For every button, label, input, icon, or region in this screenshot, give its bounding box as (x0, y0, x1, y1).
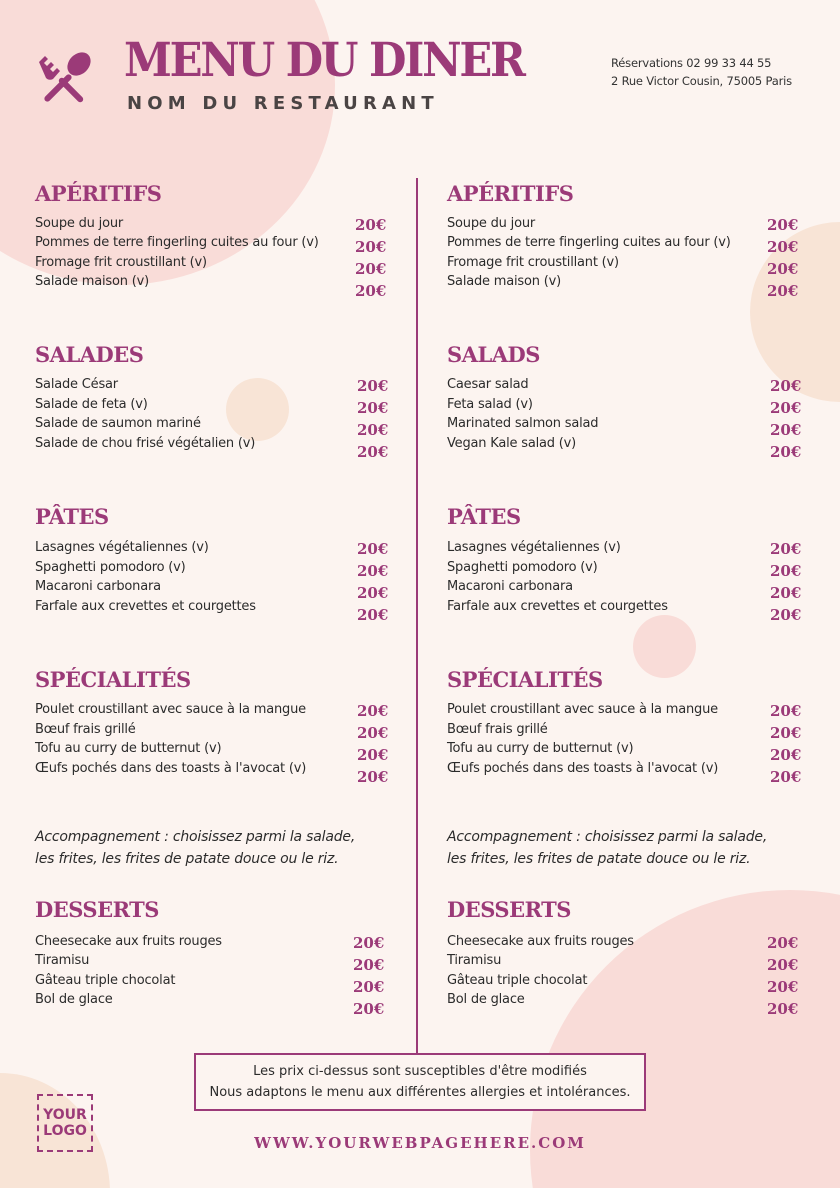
item-price: 20€ (770, 768, 802, 786)
decorative-circle-small-peach (226, 378, 289, 441)
menu-item: Gâteau triple chocolat (35, 973, 176, 988)
notice-line: Nous adaptons le menu aux différentes allergies et intolérances. (209, 1085, 631, 1100)
menu-item: Fromage frit croustillant (v) (447, 255, 619, 270)
item-price: 20€ (357, 562, 389, 580)
item-price: 20€ (767, 934, 799, 952)
menu-item: Cheesecake aux fruits rouges (447, 934, 634, 949)
item-price: 20€ (767, 260, 799, 278)
menu-item: Tiramisu (35, 953, 90, 968)
item-price: 20€ (767, 238, 799, 256)
menu-item: Tofu au curry de butternut (v) (447, 741, 634, 756)
menu-item: Macaroni carbonara (447, 579, 573, 594)
item-price: 20€ (770, 443, 802, 461)
menu-item: Poulet croustillant avec sauce à la mangue (447, 702, 718, 717)
section-title: PÂTES (447, 504, 521, 529)
menu-item: Tofu au curry de butternut (v) (35, 741, 222, 756)
item-price: 20€ (767, 282, 799, 300)
item-price: 20€ (770, 421, 802, 439)
item-price: 20€ (770, 746, 802, 764)
item-price: 20€ (770, 377, 802, 395)
menu-item: Soupe du jour (447, 216, 536, 231)
section-title: PÂTES (35, 504, 109, 529)
menu-item: Farfale aux crevettes et courgettes (447, 599, 668, 614)
menu-item: Vegan Kale salad (v) (447, 436, 577, 451)
menu-item: Pommes de terre fingerling cuites au four (v) (35, 235, 319, 250)
section-title: DESSERTS (35, 897, 159, 922)
logo-text: YOUR (43, 1107, 87, 1123)
note-line: Accompagnement : choisissez parmi la salade, (35, 829, 356, 845)
menu-item: Spaghetti pomodoro (v) (447, 560, 598, 575)
item-price: 20€ (355, 282, 387, 300)
item-price: 20€ (357, 443, 389, 461)
section-desserts (447, 897, 807, 1018)
column-divider (416, 178, 418, 1054)
section-title: SALADS (447, 342, 540, 367)
item-price: 20€ (353, 978, 385, 996)
item-price: 20€ (770, 562, 802, 580)
menu-item: Cheesecake aux fruits rouges (35, 934, 222, 949)
menu-item: Spaghetti pomodoro (v) (35, 560, 186, 575)
menu-item: Salade de chou frisé végétalien (v) (35, 436, 256, 451)
accompaniment-note (35, 826, 355, 870)
menu-item: Œufs pochés dans des toasts à l'avocat (v) (447, 761, 719, 776)
item-price: 20€ (355, 238, 387, 256)
website-link[interactable]: WWW.YOURWEBPAGEHERE.COM (254, 1134, 586, 1152)
menu-item: Soupe du jour (35, 216, 124, 231)
price-notice-box (194, 1053, 646, 1111)
section-title: SPÉCIALITÉS (35, 667, 191, 692)
item-price: 20€ (355, 216, 387, 234)
item-price: 20€ (770, 702, 802, 720)
menu-item: Bol de glace (35, 992, 113, 1007)
item-price: 20€ (767, 1000, 799, 1018)
note-line: les frites, les frites de patate douce ou le riz. (35, 851, 339, 867)
section-title: SPÉCIALITÉS (447, 667, 603, 692)
item-price: 20€ (770, 399, 802, 417)
address: 2 Rue Victor Cousin, 75005 Paris (611, 74, 792, 88)
section-aperitifs (447, 181, 807, 300)
item-price: 20€ (355, 260, 387, 278)
item-price: 20€ (357, 377, 389, 395)
item-price: 20€ (767, 216, 799, 234)
menu-item: Feta salad (v) (447, 397, 533, 412)
menu-item: Pommes de terre fingerling cuites au four (v) (447, 235, 731, 250)
section-title: SALADES (35, 342, 144, 367)
item-price: 20€ (767, 956, 799, 974)
note-line: les frites, les frites de patate douce ou le riz. (447, 851, 751, 867)
menu-item: Lasagnes végétaliennes (v) (35, 540, 209, 555)
notice-line: Les prix ci-dessus sont susceptibles d'être modifiés (253, 1064, 587, 1079)
item-price: 20€ (357, 702, 389, 720)
menu-item: Poulet croustillant avec sauce à la mangue (35, 702, 306, 717)
reservations-phone: Réservations 02 99 33 44 55 (611, 56, 772, 70)
item-price: 20€ (770, 540, 802, 558)
menu-item: Salade maison (v) (447, 274, 561, 289)
item-price: 20€ (357, 399, 389, 417)
item-price: 20€ (357, 584, 389, 602)
menu-item: Fromage frit croustillant (v) (35, 255, 207, 270)
section-specialites (35, 667, 395, 786)
logo-text: LOGO (43, 1123, 87, 1139)
menu-item: Bœuf frais grillé (35, 722, 136, 737)
item-price: 20€ (770, 606, 802, 624)
note-line: Accompagnement : choisissez parmi la salade, (447, 829, 768, 845)
section-specialites (447, 667, 807, 786)
item-price: 20€ (357, 540, 389, 558)
item-price: 20€ (770, 584, 802, 602)
menu-item: Marinated salmon salad (447, 416, 599, 431)
menu-item: Tiramisu (447, 953, 502, 968)
section-title: DESSERTS (447, 897, 571, 922)
contact-info (611, 54, 792, 90)
section-pates (447, 504, 807, 624)
section-title: APÉRITIFS (447, 181, 574, 206)
item-price: 20€ (357, 421, 389, 439)
restaurant-name: NOM DU RESTAURANT (127, 93, 439, 114)
section-salads (447, 342, 807, 461)
item-price: 20€ (357, 606, 389, 624)
menu-item: Bol de glace (447, 992, 525, 1007)
item-price: 20€ (353, 934, 385, 952)
item-price: 20€ (353, 1000, 385, 1018)
menu-item: Salade de feta (v) (35, 397, 148, 412)
menu-item: Farfale aux crevettes et courgettes (35, 599, 256, 614)
menu-item: Macaroni carbonara (35, 579, 161, 594)
section-salades (35, 342, 395, 461)
page-title: MENU DU DINER (124, 33, 524, 88)
item-price: 20€ (353, 956, 385, 974)
section-pates (35, 504, 395, 624)
menu-item: Bœuf frais grillé (447, 722, 548, 737)
menu-item: Salade maison (v) (35, 274, 149, 289)
menu-item: Salade César (35, 377, 118, 392)
menu-item: Œufs pochés dans des toasts à l'avocat (v) (35, 761, 307, 776)
item-price: 20€ (767, 978, 799, 996)
item-price: 20€ (357, 724, 389, 742)
item-price: 20€ (770, 724, 802, 742)
menu-item: Salade de saumon mariné (35, 416, 201, 431)
menu-item: Gâteau triple chocolat (447, 973, 588, 988)
item-price: 20€ (357, 746, 389, 764)
section-title: APÉRITIFS (35, 181, 162, 206)
menu-item: Caesar salad (447, 377, 529, 392)
accompaniment-note (447, 826, 767, 870)
item-price: 20€ (357, 768, 389, 786)
section-desserts (35, 897, 395, 1018)
menu-item: Lasagnes végétaliennes (v) (447, 540, 621, 555)
section-aperitifs (35, 181, 395, 300)
fork-spoon-icon (35, 50, 95, 105)
